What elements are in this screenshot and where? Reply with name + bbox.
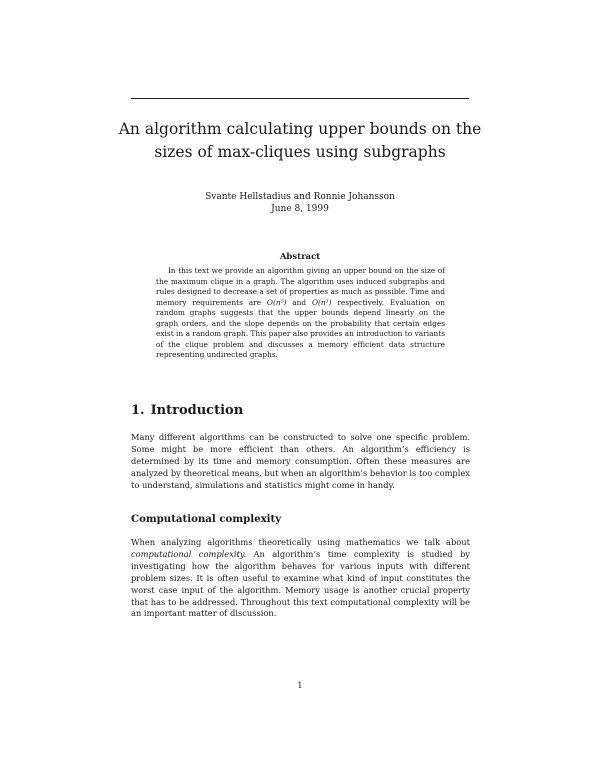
subsection-heading: Computational complexity [131, 513, 282, 525]
abstract-text-post: respectively. Evaluation on random graphs suggests that the upper bounds depend linearly on the graph orders, and the slope depends on the probability that certain edges exist in a random graph. This paper also provides an introduction to variants of the clique problem and discusses a memory efficient data structure representing undirected graphs. [156, 297, 445, 359]
complexity-paragraph [131, 537, 470, 620]
abstract-paragraph [156, 266, 445, 361]
section-number: 1. [131, 403, 145, 418]
abstract-heading: Abstract [279, 252, 321, 262]
title-line-2: sizes of max-cliques using subgraphs [154, 143, 446, 161]
top-rule [131, 98, 469, 99]
abstract-math-time: O(n⁵) [266, 297, 287, 307]
complexity-text [131, 537, 470, 620]
complexity-text-post: An algorithm’s time complexity is studied by investigating how the algorithm behaves for various inputs with different problem sizes. It is often useful to examine what kind of input constitutes the worst case input of the algorithm. Memory usage is another crucial property that has to be addressed. Throughout this text computational complexity will be an important matter of discussion. [131, 548, 470, 619]
complexity-text-pre: When analyzing algorithms theoretically using mathematics we talk about [131, 537, 470, 547]
intro-text: Many different algorithms can be constructed to solve one specific problem. Some might be more efficient than others. An algorithm’s efficiency is determined by its time and memory consumption. Often these measures are analyzed by theoretical means, but when an algorithm’s behavior is too complex to understand, simulations and statistics might come in handy. [131, 432, 470, 490]
page-number: 1 [297, 681, 303, 691]
paper-title [100, 118, 500, 164]
authors: Svante Hellstadius and Ronnie Johansson [205, 192, 395, 202]
abstract-text-mid: and [286, 297, 312, 307]
abstract-math-memory: O(n³) [311, 297, 332, 307]
abstract-text-pre: In this text we provide an algorithm giving an upper bound on the size of the maximum clique in a graph. The algorithm uses induced subgraphs and rules designed to decrease a set of properties as much as possible. Time and memory requirements are [156, 266, 445, 307]
complexity-term: computational complexity. [131, 548, 247, 559]
intro-paragraph [131, 432, 470, 492]
date: June 8, 1999 [271, 204, 329, 214]
section-heading [131, 403, 243, 418]
title-line-1: An algorithm calculating upper bounds on the [118, 120, 482, 138]
abstract-body [156, 266, 445, 361]
section-title: Introduction [150, 403, 244, 418]
